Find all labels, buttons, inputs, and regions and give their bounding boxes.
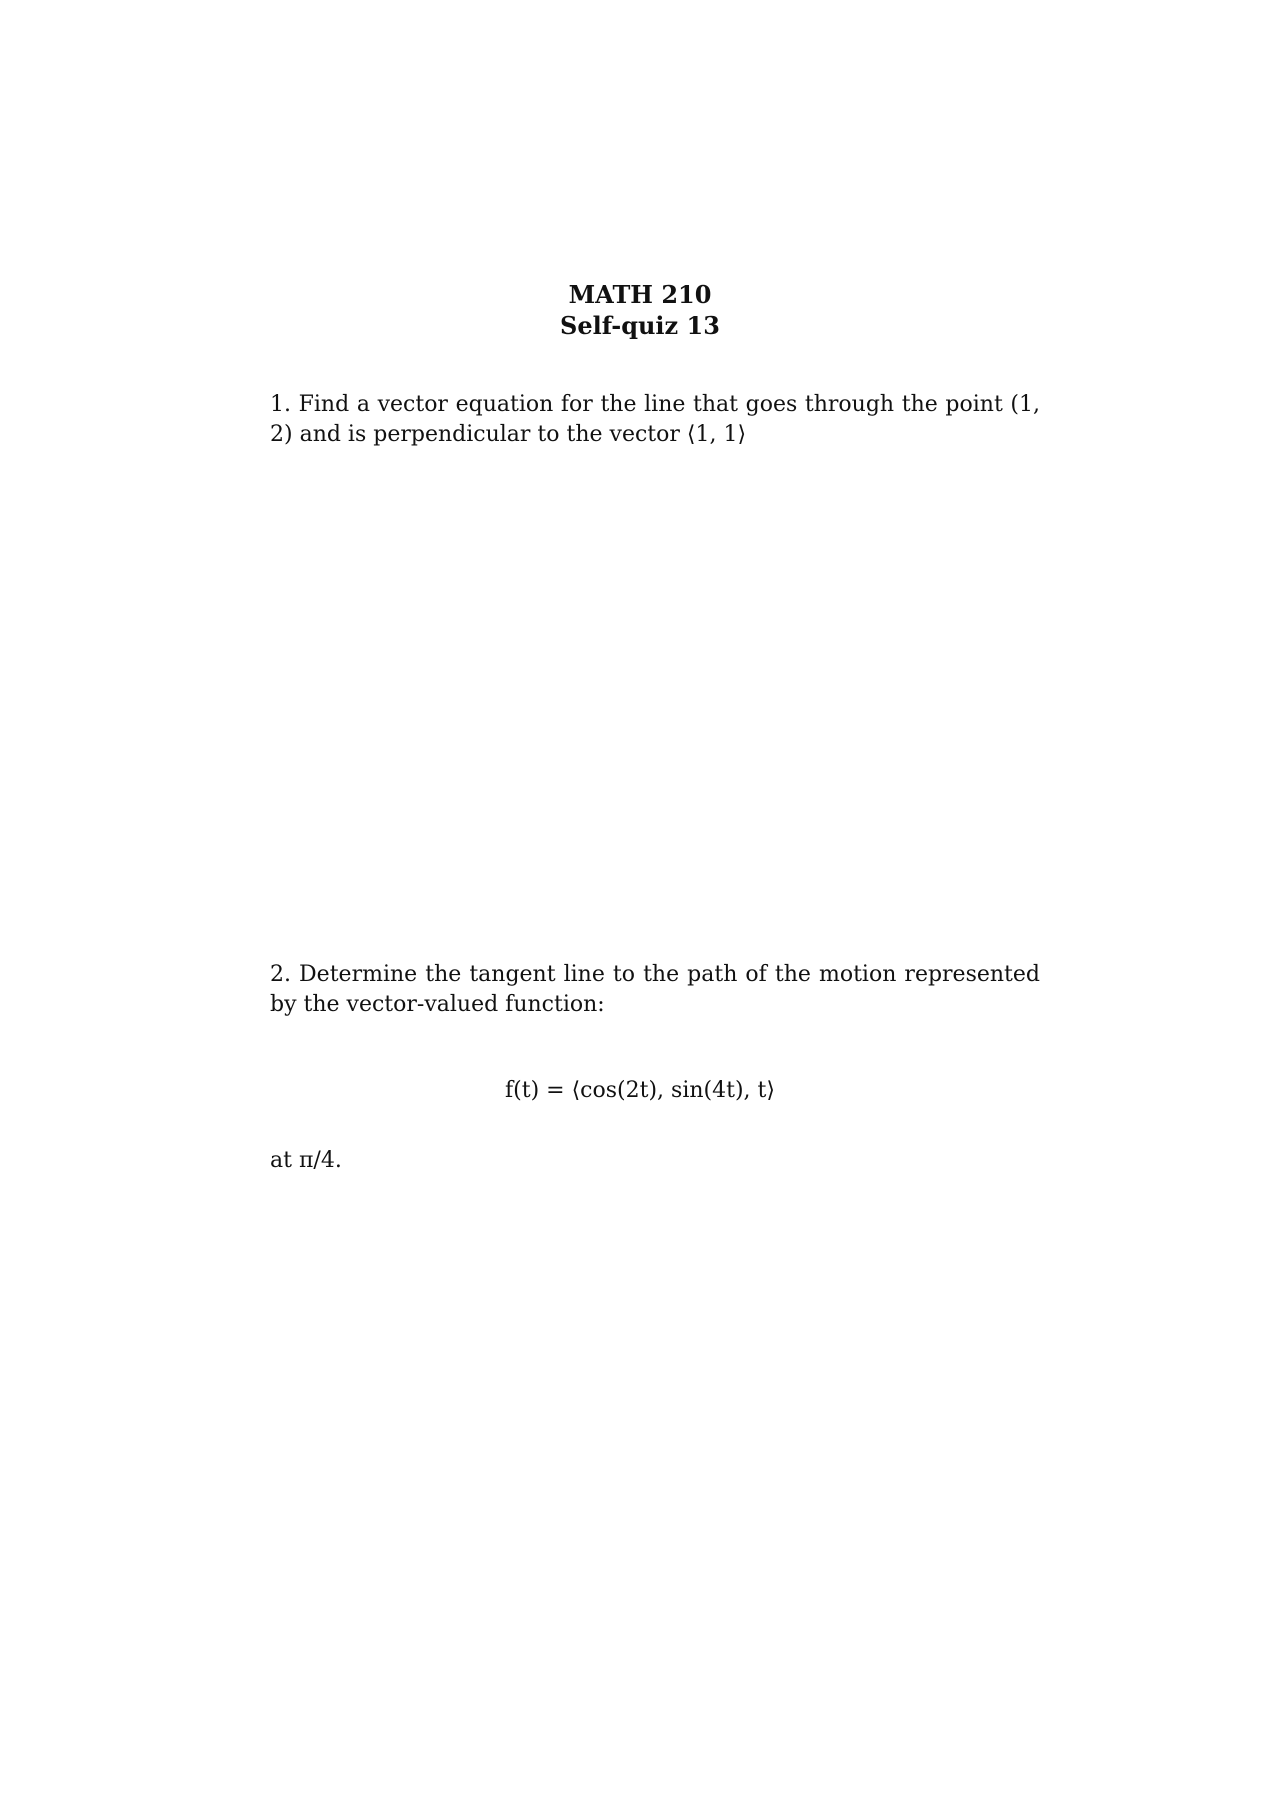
problem-2-equation: f(t) = ⟨cos(2t), sin(4t), t⟩ [505, 1078, 775, 1103]
problem-1-text: 1. Find a vector equation for the line that goes through the point (1, 2) and is perpendicular to the vector ⟨1, 1⟩ [270, 392, 1040, 447]
problem-2-tail: at π/4. [270, 1148, 342, 1173]
quiz-subtitle: Self-quiz 13 [560, 311, 720, 340]
problem-2-text: 2. Determine the tangent line to the path of the motion represented by the vector-valued function: [270, 962, 1040, 1017]
course-title: MATH 210 [568, 280, 712, 309]
